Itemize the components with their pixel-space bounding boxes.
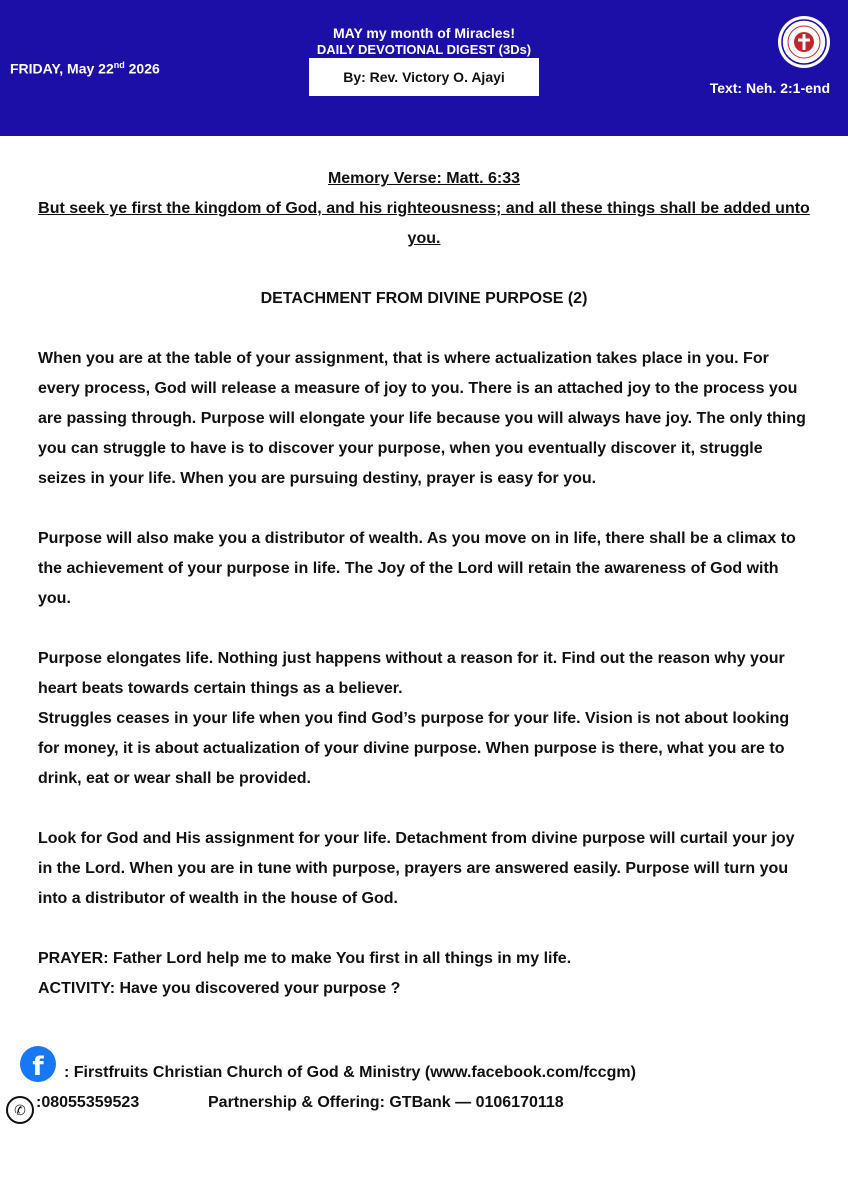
scripture-text-ref: Text: Neh. 2:1-end <box>709 80 830 96</box>
activity-line: ACTIVITY: Have you discovered your purpose ? <box>38 980 401 997</box>
prayer-line: PRAYER: Father Lord help me to make You first in all things in my life. <box>38 950 572 967</box>
date-label: FRIDAY, May 22nd 2026 <box>10 60 160 77</box>
phone-icon: ✆ <box>6 1096 34 1124</box>
digest-title <box>260 24 588 58</box>
facebook-icon: f <box>20 1046 56 1082</box>
byline-box: By: Rev. Victory O. Ajayi <box>309 58 539 96</box>
partnership-info: Partnership & Offering: GTBank — 0106170118 <box>208 1094 564 1111</box>
paragraph-2: Purpose will also make you a distributor of wealth. As you move on in life, there shall be a climax to the achievement of your purpose in life. The Joy of the Lord will retain the awareness of God with you. <box>38 530 796 607</box>
devotional-heading: DETACHMENT FROM DIVINE PURPOSE (2) <box>260 290 588 307</box>
paragraph-3: Purpose elongates life. Nothing just happens without a reason for it. Find out the reason why your heart beats towards certain things as a believer. <box>38 650 785 697</box>
title-line-2: DAILY DEVOTIONAL DIGEST (3Ds) <box>316 42 532 57</box>
title-line-1: MAY my month of Miracles! <box>332 25 516 41</box>
church-seal-icon <box>778 16 830 68</box>
memory-verse-label: Memory Verse: Matt. 6:33 <box>327 170 521 187</box>
paragraph-1: When you are at the table of your assignment, that is where actualization takes place in you. For every process, God will release a measure of joy to you. There is an attached joy to the process you are passing through. Purpose will elongate your life because you will always have joy. The only thing you can struggle to have is to discover your purpose, when you eventually discover it, struggle seizes in your life. When you are pursuing destiny, prayer is easy for you. <box>38 350 806 487</box>
header-banner <box>0 0 848 136</box>
paragraph-5: Look for God and His assignment for your life. Detachment from divine purpose will curtail your joy in the Lord. When you are in tune with purpose, prayers are answered easily. Purpose will turn you into a distributor of wealth in the house of God. <box>38 830 795 907</box>
devotional-body <box>38 164 810 1004</box>
facebook-page-text: : Firstfruits Christian Church of God & Ministry (www.facebook.com/fccgm) <box>64 1064 636 1081</box>
memory-verse-text: But seek ye first the kingdom of God, and his righteousness; and all these things shall be added unto you. <box>38 200 810 247</box>
paragraph-4: Struggles ceases in your life when you find God’s purpose for your life. Vision is not about looking for money, it is about actualization of your divine purpose. When purpose is there, what you are to drink, eat or wear shall be provided. <box>38 710 790 787</box>
phone-number: :08055359523 <box>36 1094 140 1111</box>
